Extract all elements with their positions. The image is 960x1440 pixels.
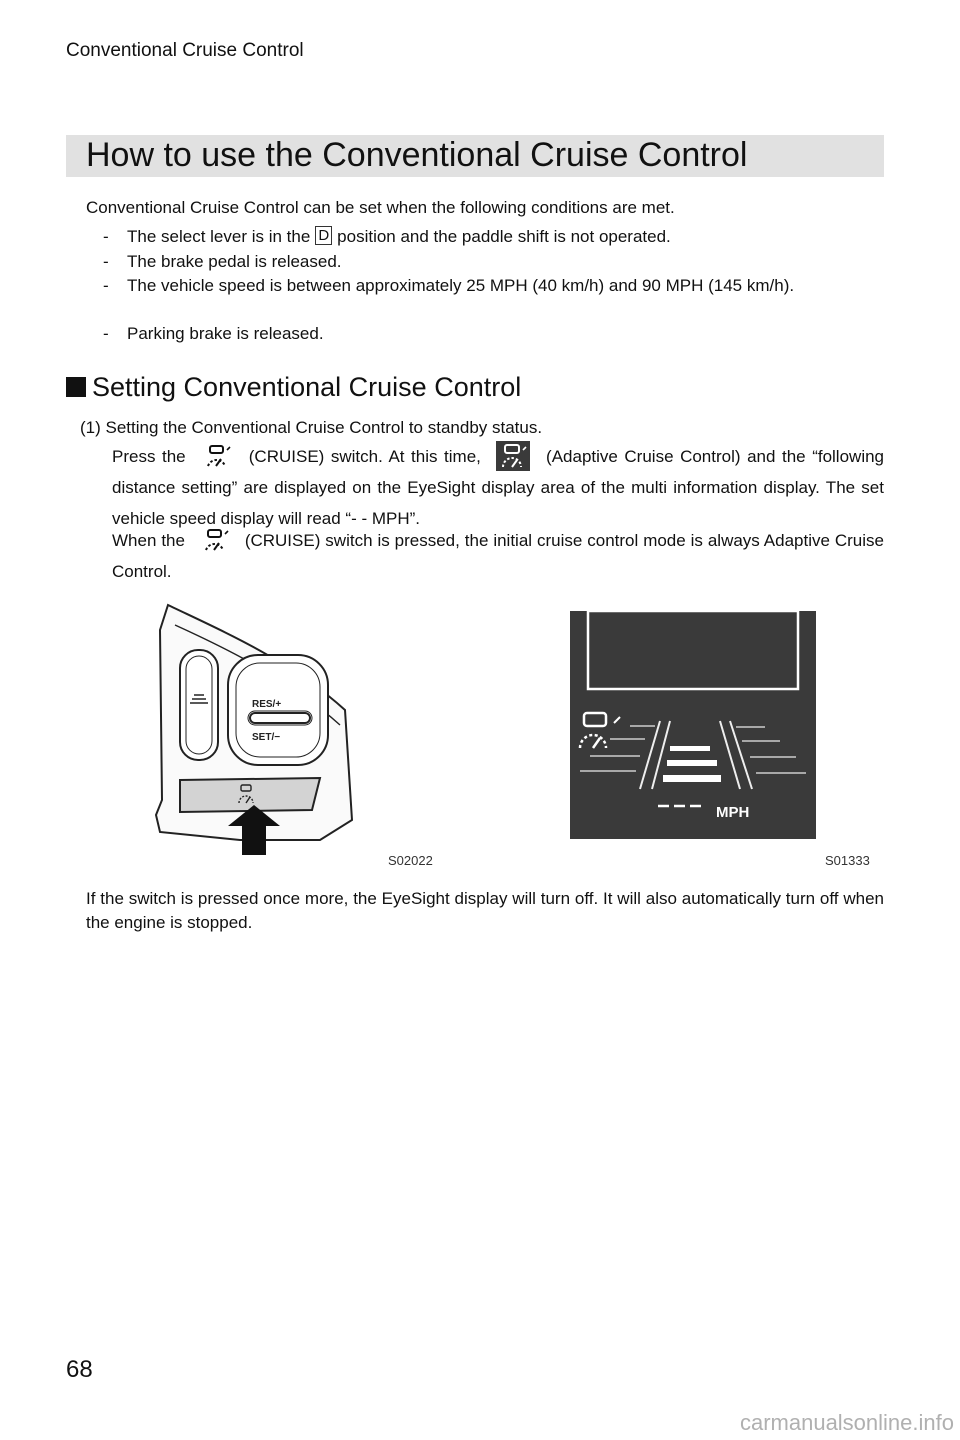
bullet-vehicle-speed: The vehicle speed is between approximately 25 MPH (40 km/h) and 90 MPH (145 km/h).: [127, 276, 795, 295]
page-number: 68: [66, 1356, 93, 1383]
bullet-select-lever: [127, 225, 884, 249]
adaptive-cruise-icon: [493, 441, 533, 471]
bullet-dash: -: [103, 252, 109, 271]
para-text: (Adaptive Cruise Control) and the “following distance setting” are displayed on the EyeSight display area of the multi information display. The set vehicle speed display will read “- - MPH”.: [112, 447, 884, 528]
paragraph-initial-mode: [112, 525, 884, 587]
bullet-dash: -: [103, 324, 109, 343]
adaptive-cruise-icon: [580, 713, 620, 748]
watermark: carmanualsonline.info: [739, 1410, 954, 1435]
intro-text: Conventional Cruise Control can be set when the following conditions are met.: [86, 198, 675, 217]
square-bullet-icon: [66, 377, 86, 397]
figure-code-left: S02022: [388, 853, 433, 868]
figure-code-right: S01333: [825, 853, 870, 868]
paragraph-press-switch: [112, 441, 884, 534]
cruise-switch-icon: [196, 528, 234, 552]
para-text: (CRUISE) switch. At this time,: [248, 447, 481, 466]
d-position-key: D: [315, 226, 332, 245]
steering-switch-illustration: [150, 600, 370, 860]
bullet-dash: -: [103, 276, 109, 295]
bullet-text-before: The select lever is in the: [127, 227, 311, 246]
bullet-dash: -: [103, 227, 109, 246]
bullet-brake-pedal: The brake pedal is released.: [127, 252, 342, 271]
set-label: SET/−: [252, 732, 281, 743]
res-label: RES/+: [252, 699, 282, 710]
subsection-heading: [66, 370, 521, 404]
bullet-parking-brake: Parking brake is released.: [127, 324, 324, 343]
subsection-title: Setting Conventional Cruise Control: [92, 372, 522, 402]
step-1: (1) Setting the Conventional Cruise Control to standby status.: [80, 418, 543, 437]
cruise-switch-icon: [198, 444, 236, 468]
section-title: How to use the Conventional Cruise Control: [86, 136, 748, 174]
para-text: When the: [112, 531, 185, 550]
para-text: (CRUISE) switch is pressed, the initial cruise control mode is always Adaptive Cruise Control.: [112, 531, 884, 581]
para-text: Press the: [112, 447, 186, 466]
eyesight-display-illustration: [570, 611, 816, 839]
closing-paragraph: If the switch is pressed once more, the EyeSight display will turn off. It will also automatically turn off when the engine is stopped.: [86, 889, 884, 932]
running-header: Conventional Cruise Control: [66, 40, 304, 61]
speed-unit: MPH: [716, 804, 750, 821]
bullet-text-after: position and the paddle shift is not operated.: [337, 227, 671, 246]
